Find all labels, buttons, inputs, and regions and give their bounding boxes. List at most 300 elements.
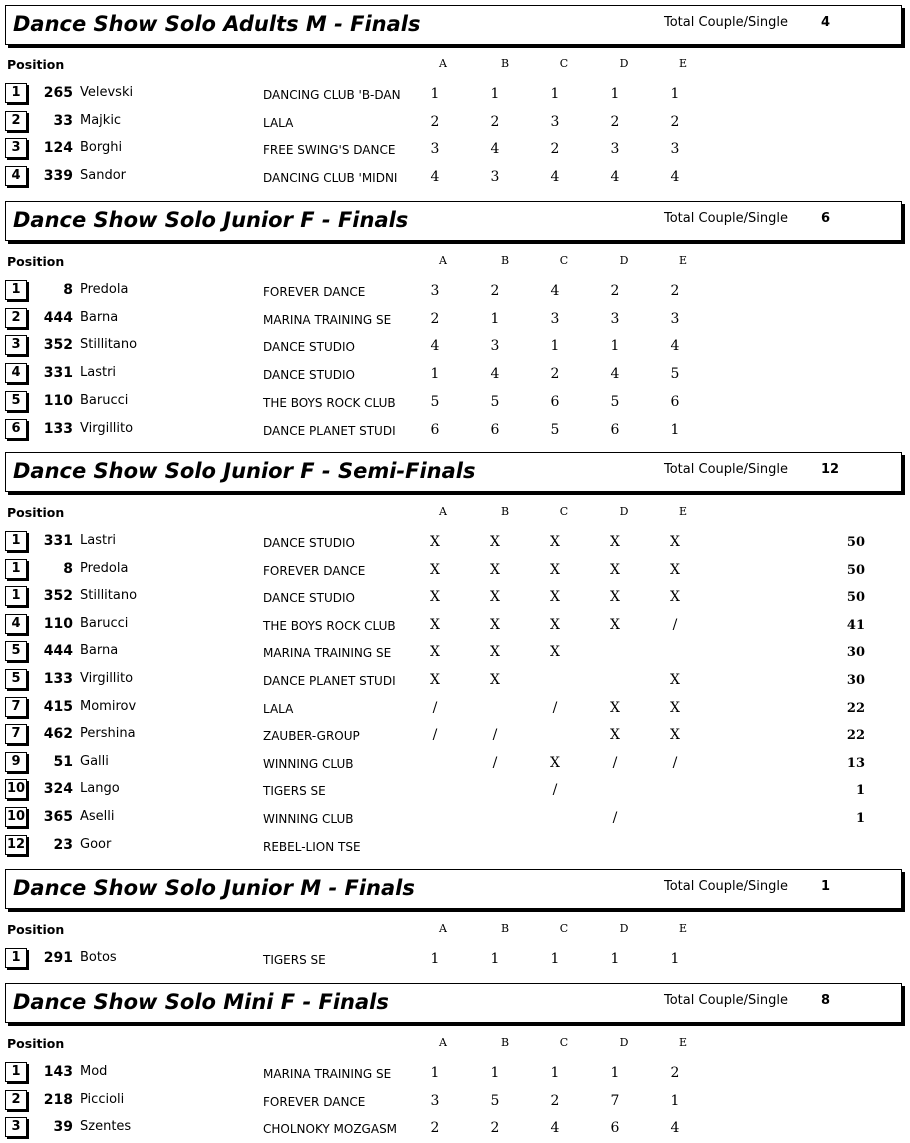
judge-mark: 3 bbox=[670, 311, 680, 327]
judge-label: D bbox=[619, 1036, 629, 1049]
competitor-name: Virgillito bbox=[80, 421, 134, 436]
judge-mark: 1 bbox=[550, 1065, 560, 1081]
judge-mark: 1 bbox=[550, 951, 560, 967]
judge-mark: 4 bbox=[490, 141, 500, 157]
total-count: 12 bbox=[821, 462, 840, 477]
competitor-name: Barucci bbox=[80, 616, 129, 631]
competitor-name: Piccioli bbox=[80, 1092, 125, 1107]
rank-box: 1 bbox=[5, 1062, 27, 1082]
club-name: FOREVER DANCE bbox=[263, 1095, 366, 1109]
competitor-number: 352 bbox=[43, 337, 73, 353]
competitor-name: Szentes bbox=[80, 1119, 132, 1134]
judge-label: E bbox=[678, 1036, 688, 1049]
judge-label: C bbox=[559, 254, 569, 267]
competitor-name: Pershina bbox=[80, 726, 136, 741]
judge-mark: 6 bbox=[430, 422, 440, 438]
judge-label: B bbox=[500, 254, 510, 267]
judge-mark: 4 bbox=[670, 169, 680, 185]
rank-box: 2 bbox=[5, 111, 27, 131]
judge-mark: X bbox=[490, 589, 500, 605]
judge-label: E bbox=[678, 57, 688, 70]
judge-mark: 3 bbox=[430, 141, 440, 157]
judge-mark: 1 bbox=[490, 86, 500, 102]
competitor-number: 23 bbox=[53, 837, 73, 853]
judge-mark: X bbox=[430, 589, 440, 605]
judge-mark: 5 bbox=[550, 422, 560, 438]
judge-label: E bbox=[678, 505, 688, 518]
section-header bbox=[5, 452, 902, 492]
judge-mark: 2 bbox=[430, 311, 440, 327]
competitor-number: 110 bbox=[43, 616, 73, 632]
judge-mark: / bbox=[672, 617, 678, 633]
judge-mark: 3 bbox=[610, 311, 620, 327]
judge-mark: 1 bbox=[490, 311, 500, 327]
club-name: WINNING CLUB bbox=[263, 812, 354, 826]
judge-label: C bbox=[559, 505, 569, 518]
judge-mark: X bbox=[490, 534, 500, 550]
total-score: 50 bbox=[846, 590, 865, 605]
judge-mark: 4 bbox=[550, 283, 560, 299]
judge-mark: 1 bbox=[430, 1065, 440, 1081]
judge-label: A bbox=[439, 57, 447, 70]
column-header-row bbox=[0, 254, 910, 270]
judge-mark: X bbox=[670, 589, 680, 605]
judge-label: D bbox=[619, 922, 629, 935]
result-row bbox=[0, 1117, 910, 1143]
total-count: 6 bbox=[821, 211, 831, 226]
competitor-name: Aselli bbox=[80, 809, 115, 824]
judge-mark: X bbox=[610, 589, 620, 605]
judge-mark: / bbox=[432, 700, 438, 716]
competitor-name: Barna bbox=[80, 643, 119, 658]
club-name: DANCE PLANET STUDI bbox=[263, 424, 396, 438]
competitor-name: Mod bbox=[80, 1064, 108, 1079]
rank-box: 2 bbox=[5, 1090, 27, 1110]
judge-mark: 3 bbox=[430, 283, 440, 299]
judge-mark: 1 bbox=[430, 366, 440, 382]
judge-mark: 5 bbox=[610, 394, 620, 410]
competitor-number: 444 bbox=[43, 643, 73, 659]
judge-mark: X bbox=[490, 562, 500, 578]
total-score: 13 bbox=[846, 756, 865, 771]
judge-mark: 3 bbox=[550, 114, 560, 130]
total-count: 8 bbox=[821, 993, 831, 1008]
total-score: 50 bbox=[846, 535, 865, 550]
result-row bbox=[0, 280, 910, 306]
judge-label: B bbox=[500, 505, 510, 518]
judge-mark: 1 bbox=[670, 422, 680, 438]
rank-box: 6 bbox=[5, 419, 27, 439]
section-header bbox=[5, 5, 902, 45]
club-name: DANCE STUDIO bbox=[263, 591, 355, 605]
rank-box: 9 bbox=[5, 752, 27, 772]
judge-mark: 1 bbox=[430, 951, 440, 967]
judge-mark: / bbox=[552, 782, 558, 798]
section-header bbox=[5, 869, 902, 909]
judge-mark: 2 bbox=[490, 283, 500, 299]
rank-box: 1 bbox=[5, 280, 27, 300]
judge-label: E bbox=[678, 254, 688, 267]
rank-box: 10 bbox=[5, 807, 27, 827]
competitor-number: 8 bbox=[63, 561, 73, 577]
competitor-number: 324 bbox=[43, 781, 73, 797]
judge-mark: 2 bbox=[670, 283, 680, 299]
competitor-number: 339 bbox=[43, 168, 73, 184]
total-score: 30 bbox=[846, 673, 865, 688]
total-label: Total Couple/Single bbox=[664, 211, 788, 226]
section-header bbox=[5, 983, 902, 1023]
competitor-name: Borghi bbox=[80, 140, 123, 155]
result-row bbox=[0, 363, 910, 389]
competitor-number: 291 bbox=[43, 950, 73, 966]
column-header-row bbox=[0, 57, 910, 73]
result-row bbox=[0, 586, 910, 612]
result-row bbox=[0, 641, 910, 667]
club-name: LALA bbox=[263, 702, 294, 716]
competitor-name: Botos bbox=[80, 950, 117, 965]
judge-mark: X bbox=[430, 644, 440, 660]
judge-mark: X bbox=[430, 617, 440, 633]
judge-mark: 4 bbox=[610, 366, 620, 382]
result-row bbox=[0, 835, 910, 861]
rank-box: 7 bbox=[5, 724, 27, 744]
judge-mark: 2 bbox=[430, 114, 440, 130]
competitor-number: 133 bbox=[43, 671, 73, 687]
competitor-name: Predola bbox=[80, 282, 129, 297]
judge-mark: 1 bbox=[610, 338, 620, 354]
result-row bbox=[0, 614, 910, 640]
judge-label: C bbox=[559, 57, 569, 70]
result-row bbox=[0, 531, 910, 557]
result-row bbox=[0, 166, 910, 192]
judge-mark: 4 bbox=[550, 169, 560, 185]
rank-box: 3 bbox=[5, 138, 27, 158]
total-count: 1 bbox=[821, 879, 831, 894]
total-count: 4 bbox=[821, 15, 831, 30]
competitor-name: Sandor bbox=[80, 168, 127, 183]
club-name: FREE SWING'S DANCE bbox=[263, 143, 396, 157]
result-row bbox=[0, 138, 910, 164]
judge-mark: / bbox=[672, 755, 678, 771]
judge-mark: 3 bbox=[550, 311, 560, 327]
competitor-number: 124 bbox=[43, 140, 73, 156]
rank-box: 5 bbox=[5, 669, 27, 689]
rank-box: 10 bbox=[5, 779, 27, 799]
judge-label: D bbox=[619, 57, 629, 70]
rank-box: 5 bbox=[5, 641, 27, 661]
judge-label: D bbox=[619, 254, 629, 267]
judge-mark: 1 bbox=[490, 951, 500, 967]
competitor-name: Stillitano bbox=[80, 588, 138, 603]
competitor-number: 331 bbox=[43, 533, 73, 549]
club-name: DANCING CLUB 'MIDNI bbox=[263, 171, 398, 185]
rank-box: 4 bbox=[5, 363, 27, 383]
competitor-number: 218 bbox=[43, 1092, 73, 1108]
judge-mark: 2 bbox=[670, 1065, 680, 1081]
result-row bbox=[0, 1062, 910, 1088]
position-label: Position bbox=[7, 922, 65, 937]
judge-mark: X bbox=[550, 617, 560, 633]
judge-mark: X bbox=[490, 672, 500, 688]
judge-mark: 5 bbox=[430, 394, 440, 410]
judge-mark: X bbox=[610, 700, 620, 716]
judge-mark: 4 bbox=[430, 169, 440, 185]
judge-mark: X bbox=[490, 644, 500, 660]
competitor-number: 39 bbox=[53, 1119, 73, 1135]
judge-label: A bbox=[439, 922, 447, 935]
judge-mark: X bbox=[670, 700, 680, 716]
competitor-name: Stillitano bbox=[80, 337, 138, 352]
club-name: MARINA TRAINING SE bbox=[263, 313, 392, 327]
club-name: THE BOYS ROCK CLUB bbox=[263, 396, 396, 410]
judge-mark: 1 bbox=[490, 1065, 500, 1081]
competitor-name: Virgillito bbox=[80, 671, 134, 686]
judge-label: C bbox=[559, 922, 569, 935]
club-name: ZAUBER-GROUP bbox=[263, 729, 360, 743]
result-row bbox=[0, 697, 910, 723]
competitor-name: Goor bbox=[80, 837, 112, 852]
judge-mark: 2 bbox=[550, 141, 560, 157]
rank-box: 2 bbox=[5, 308, 27, 328]
rank-box: 1 bbox=[5, 559, 27, 579]
result-row bbox=[0, 419, 910, 445]
result-row bbox=[0, 807, 910, 833]
result-row bbox=[0, 111, 910, 137]
section-title: Dance Show Solo Junior M - Finals bbox=[13, 876, 415, 900]
position-label: Position bbox=[7, 254, 65, 269]
judge-mark: 6 bbox=[670, 394, 680, 410]
result-row bbox=[0, 948, 910, 974]
competitor-name: Velevski bbox=[80, 85, 134, 100]
judge-mark: 2 bbox=[550, 1093, 560, 1109]
competitor-number: 33 bbox=[53, 113, 73, 129]
judge-mark: 3 bbox=[670, 141, 680, 157]
result-row bbox=[0, 724, 910, 750]
total-label: Total Couple/Single bbox=[664, 462, 788, 477]
column-header-row bbox=[0, 1036, 910, 1052]
judge-label: B bbox=[500, 57, 510, 70]
total-score: 1 bbox=[855, 811, 865, 826]
judge-mark: X bbox=[430, 672, 440, 688]
section-title: Dance Show Solo Adults M - Finals bbox=[13, 12, 421, 36]
rank-box: 5 bbox=[5, 391, 27, 411]
result-row bbox=[0, 391, 910, 417]
rank-box: 7 bbox=[5, 697, 27, 717]
judge-mark: 4 bbox=[550, 1120, 560, 1136]
judge-mark: 3 bbox=[490, 338, 500, 354]
competitor-number: 462 bbox=[43, 726, 73, 742]
position-label: Position bbox=[7, 1036, 65, 1051]
rank-box: 12 bbox=[5, 835, 27, 855]
judge-mark: X bbox=[430, 534, 440, 550]
total-score: 22 bbox=[846, 728, 865, 743]
total-label: Total Couple/Single bbox=[664, 879, 788, 894]
total-score: 41 bbox=[846, 618, 865, 633]
club-name: DANCE STUDIO bbox=[263, 368, 355, 382]
position-label: Position bbox=[7, 57, 65, 72]
judge-mark: X bbox=[550, 534, 560, 550]
judge-mark: 4 bbox=[670, 1120, 680, 1136]
judge-label: A bbox=[439, 505, 447, 518]
judge-mark: 6 bbox=[610, 422, 620, 438]
total-score: 22 bbox=[846, 701, 865, 716]
section-header bbox=[5, 201, 902, 241]
judge-mark: X bbox=[550, 755, 560, 771]
club-name: FOREVER DANCE bbox=[263, 285, 366, 299]
judge-label: A bbox=[439, 254, 447, 267]
club-name: DANCE PLANET STUDI bbox=[263, 674, 396, 688]
club-name: LALA bbox=[263, 116, 294, 130]
judge-mark: X bbox=[430, 562, 440, 578]
judge-label: E bbox=[678, 922, 688, 935]
competitor-number: 352 bbox=[43, 588, 73, 604]
rank-box: 1 bbox=[5, 586, 27, 606]
club-name: CHOLNOKY MOZGASM bbox=[263, 1122, 398, 1136]
total-score: 1 bbox=[855, 783, 865, 798]
judge-mark: 1 bbox=[610, 86, 620, 102]
competitor-number: 415 bbox=[43, 699, 73, 715]
judge-mark: 2 bbox=[550, 366, 560, 382]
judge-mark: / bbox=[612, 755, 618, 771]
club-name: DANCE STUDIO bbox=[263, 340, 355, 354]
section-title: Dance Show Solo Junior F - Semi-Finals bbox=[13, 459, 476, 483]
judge-mark: 1 bbox=[670, 86, 680, 102]
result-row bbox=[0, 308, 910, 334]
judge-mark: X bbox=[550, 589, 560, 605]
competitor-number: 143 bbox=[43, 1064, 73, 1080]
judge-mark: X bbox=[670, 562, 680, 578]
judge-mark: / bbox=[552, 700, 558, 716]
rank-box: 3 bbox=[5, 335, 27, 355]
judge-mark: / bbox=[612, 810, 618, 826]
judge-mark: 1 bbox=[430, 86, 440, 102]
competitor-name: Predola bbox=[80, 561, 129, 576]
rank-box: 3 bbox=[5, 1117, 27, 1137]
club-name: FOREVER DANCE bbox=[263, 564, 366, 578]
judge-mark: 6 bbox=[610, 1120, 620, 1136]
competitor-name: Lastri bbox=[80, 365, 117, 380]
total-score: 30 bbox=[846, 645, 865, 660]
result-row bbox=[0, 559, 910, 585]
total-score: 50 bbox=[846, 563, 865, 578]
section-title: Dance Show Solo Mini F - Finals bbox=[13, 990, 389, 1014]
competitor-name: Barna bbox=[80, 310, 119, 325]
competitor-number: 51 bbox=[53, 754, 73, 770]
rank-box: 4 bbox=[5, 614, 27, 634]
judge-mark: 4 bbox=[430, 338, 440, 354]
rank-box: 1 bbox=[5, 531, 27, 551]
judge-mark: 5 bbox=[670, 366, 680, 382]
judge-label: D bbox=[619, 505, 629, 518]
judge-mark: 4 bbox=[610, 169, 620, 185]
judge-label: A bbox=[439, 1036, 447, 1049]
result-row bbox=[0, 752, 910, 778]
judge-mark: X bbox=[610, 617, 620, 633]
result-row bbox=[0, 1090, 910, 1116]
competitor-number: 8 bbox=[63, 282, 73, 298]
competitor-number: 265 bbox=[43, 85, 73, 101]
judge-mark: 2 bbox=[490, 1120, 500, 1136]
competitor-name: Barucci bbox=[80, 393, 129, 408]
judge-mark: 6 bbox=[550, 394, 560, 410]
club-name: WINNING CLUB bbox=[263, 757, 354, 771]
judge-mark: 1 bbox=[610, 951, 620, 967]
judge-mark: 7 bbox=[610, 1093, 620, 1109]
competitor-number: 365 bbox=[43, 809, 73, 825]
judge-mark: X bbox=[610, 727, 620, 743]
result-row bbox=[0, 83, 910, 109]
competitor-name: Majkic bbox=[80, 113, 122, 128]
judge-mark: 5 bbox=[490, 394, 500, 410]
total-label: Total Couple/Single bbox=[664, 15, 788, 30]
judge-mark: 5 bbox=[490, 1093, 500, 1109]
judge-label: B bbox=[500, 1036, 510, 1049]
club-name: MARINA TRAINING SE bbox=[263, 646, 392, 660]
judge-mark: 2 bbox=[610, 114, 620, 130]
total-label: Total Couple/Single bbox=[664, 993, 788, 1008]
judge-mark: / bbox=[492, 755, 498, 771]
judge-label: C bbox=[559, 1036, 569, 1049]
competitor-number: 133 bbox=[43, 421, 73, 437]
judge-mark: / bbox=[432, 727, 438, 743]
judge-mark: 2 bbox=[610, 283, 620, 299]
judge-mark: X bbox=[550, 644, 560, 660]
judge-mark: 3 bbox=[490, 169, 500, 185]
judge-mark: 2 bbox=[670, 114, 680, 130]
judge-mark: X bbox=[610, 562, 620, 578]
judge-mark: 3 bbox=[430, 1093, 440, 1109]
section-title: Dance Show Solo Junior F - Finals bbox=[13, 208, 409, 232]
club-name: REBEL-LION TSE bbox=[263, 840, 361, 854]
judge-mark: 1 bbox=[610, 1065, 620, 1081]
judge-mark: X bbox=[670, 672, 680, 688]
judge-mark: / bbox=[492, 727, 498, 743]
competitor-number: 331 bbox=[43, 365, 73, 381]
judge-mark: X bbox=[670, 534, 680, 550]
rank-box: 1 bbox=[5, 948, 27, 968]
column-header-row bbox=[0, 922, 910, 938]
result-row bbox=[0, 669, 910, 695]
judge-mark: X bbox=[490, 617, 500, 633]
club-name: DANCING CLUB 'B-DAN bbox=[263, 88, 401, 102]
judge-mark: 2 bbox=[490, 114, 500, 130]
judge-mark: X bbox=[550, 562, 560, 578]
judge-mark: 1 bbox=[670, 1093, 680, 1109]
judge-mark: 1 bbox=[550, 338, 560, 354]
club-name: MARINA TRAINING SE bbox=[263, 1067, 392, 1081]
competitor-name: Galli bbox=[80, 754, 109, 769]
column-header-row bbox=[0, 505, 910, 521]
club-name: TIGERS SE bbox=[263, 784, 326, 798]
rank-box: 1 bbox=[5, 83, 27, 103]
judge-mark: 4 bbox=[490, 366, 500, 382]
judge-label: B bbox=[500, 922, 510, 935]
judge-mark: 1 bbox=[670, 951, 680, 967]
judge-mark: 2 bbox=[430, 1120, 440, 1136]
judge-mark: 4 bbox=[670, 338, 680, 354]
club-name: THE BOYS ROCK CLUB bbox=[263, 619, 396, 633]
result-row bbox=[0, 779, 910, 805]
judge-mark: 3 bbox=[610, 141, 620, 157]
club-name: DANCE STUDIO bbox=[263, 536, 355, 550]
competitor-number: 110 bbox=[43, 393, 73, 409]
competitor-name: Momirov bbox=[80, 699, 137, 714]
competitor-name: Lango bbox=[80, 781, 120, 796]
judge-mark: X bbox=[670, 727, 680, 743]
rank-box: 4 bbox=[5, 166, 27, 186]
competitor-number: 444 bbox=[43, 310, 73, 326]
judge-mark: 6 bbox=[490, 422, 500, 438]
